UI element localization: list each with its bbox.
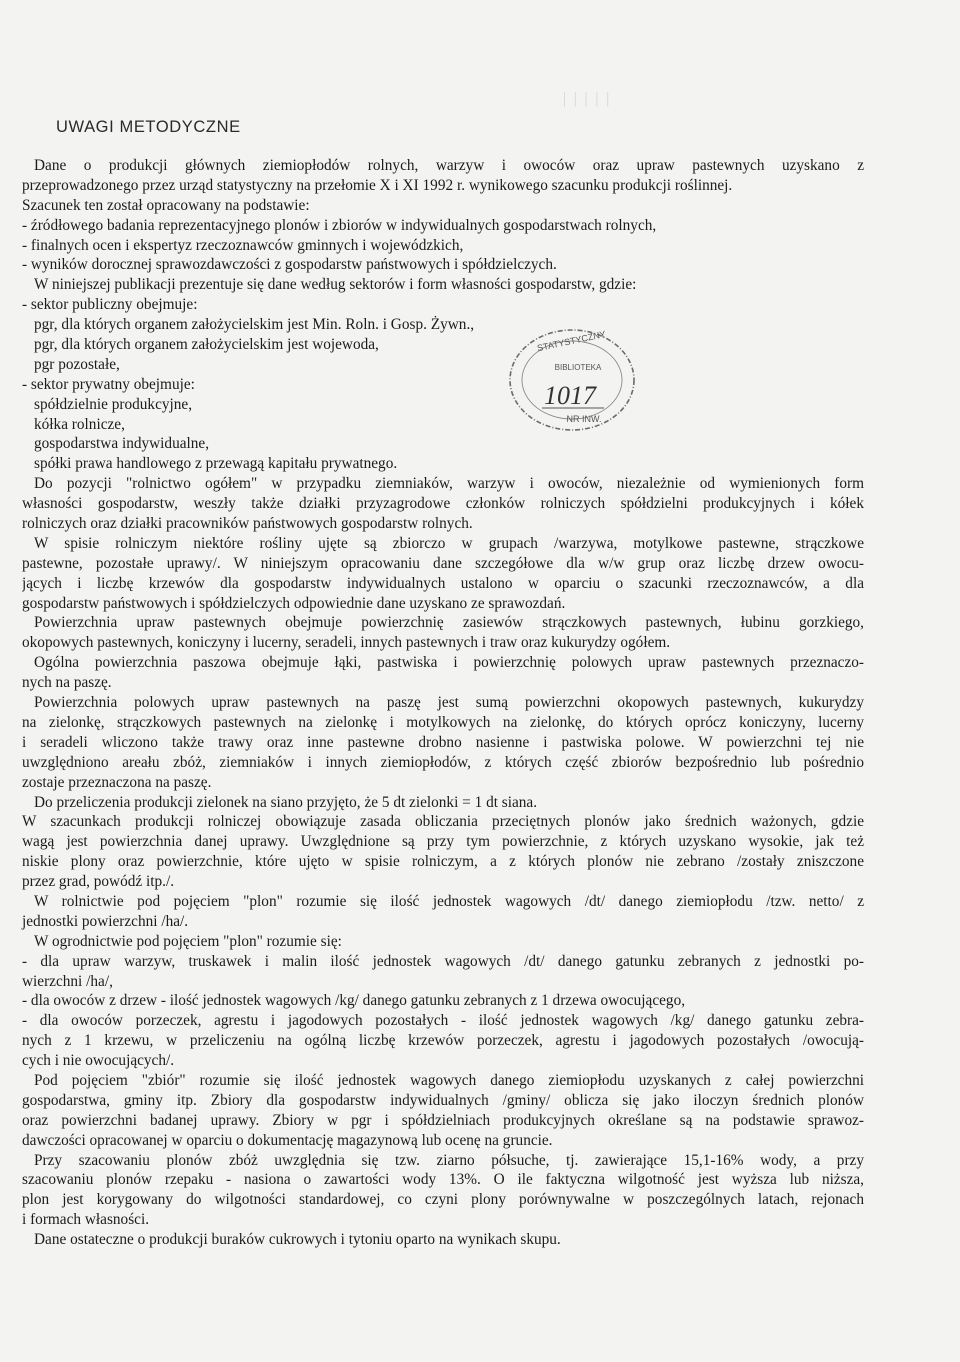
- text-line: Do przeliczenia produkcji zielonek na siano przyjęto, że 5 dt zielonki = 1 dt siana.: [34, 793, 538, 811]
- text-line: plon jest korygowany do wilgotności standardowej, co czyni plony porównywalne w poszczególnych latach, rejonach: [22, 1191, 864, 1209]
- text-line: - finalnych ocen i ekspertyz rzeczoznawców gminnych i wojewódzkich,: [22, 236, 464, 254]
- text-line: kółka rolnicze,: [34, 415, 125, 433]
- text-line: W rolnictwie pod pojęciem "plon" rozumie się ilość jednostek wagowych /dt/ danego ziemiopłodu /tzw. netto/ z: [34, 892, 864, 910]
- text-line: - sektor prywatny obejmuje:: [22, 375, 195, 393]
- library-stamp: [492, 318, 642, 448]
- text-line: i formach własności.: [22, 1211, 150, 1229]
- text-line: rolniczych oraz działki pracowników państwowych gospodarstw rolnych.: [22, 515, 473, 533]
- text-line: gospodarstwa indywidualne,: [34, 435, 210, 453]
- text-line: na zielonkę, strączkowych pastewnych na zielonkę i motylkowych na zielonkę, do których oprócz koniczyny, lucerny: [22, 713, 864, 731]
- text-line: Dane o produkcji głównych ziemiopłodów rolnych, warzyw i owoców oraz upraw pastewnych uzyskano z: [34, 157, 864, 174]
- text-line: Do pozycji "rolnictwo ogółem" w przypadku ziemniaków, warzyw i owoców, niezależnie od wymienionych form: [34, 475, 864, 493]
- page-title: UWAGI METODYCZNE: [56, 118, 241, 136]
- text-line: wagą jest powierzchnia danej uprawy. Uwzględnione są przy tym powierzchnie, z których uzyskano wysokie, jak też: [22, 833, 864, 851]
- text-line: okopowych pastewnych, koniczyny i lucerny, seradeli, innych pastewnych i traw oraz kukurydzy ogółem.: [22, 634, 671, 652]
- bleed-through-decoration: │ │ │ │ │: [560, 92, 611, 106]
- stamp-bottom-text: NR INW.: [566, 414, 602, 424]
- text-line: przeprowadzonego przez urząd statystyczny na przełomie X i XI 1992 r. wynikowego szacunku produkcji roślinnej.: [22, 176, 733, 194]
- text-line: wierzchni /ha/,: [22, 972, 113, 990]
- text-line: - sektor publiczny obejmuje:: [22, 296, 198, 314]
- text-line: W szacunkach produkcji rolniczej obowiązuje zasada obliczania przeciętnych plonów jako średnich ważonych, gdzie: [22, 813, 864, 831]
- text-line: W niniejszej publikacji prezentuje się dane według sektorów i form własności gospodarstw, gdzie:: [34, 276, 637, 294]
- methodology-text: [22, 156, 864, 1250]
- text-line: Powierzchnia polowych upraw pastewnych na paszę jest sumą powierzchni okopowych pastewnych, kukurydzy: [34, 694, 864, 712]
- text-line: Powierzchnia upraw pastewnych obejmuje powierzchnię zasiewów strączkowych pastewnych, łubinu gorzkiego,: [34, 614, 864, 632]
- text-line: Pod pojęciem "zbiór" rozumie się ilość jednostek wagowych danego ziemiopłodu uzyskanych z całej powierzchni: [34, 1071, 864, 1089]
- text-line: cych i nie owocujących/.: [22, 1052, 175, 1070]
- text-line: jących i liczbę krzewów dla gospodarstw indywidualnych ustalono w oparciu o szacunki rzeczoznawców, a dla: [22, 574, 864, 592]
- text-line: - dla owoców porzeczek, agrestu i jagodowych pozostałych - ilość jednostek wagowych /kg/ danego gatunku zebra-: [22, 1012, 864, 1030]
- stamp-number: 1017: [544, 381, 596, 410]
- text-line: gospodarstwa, gminy itp. Zbiory dla gospodarstw indywidualnych /gminy/ oblicza się jako iloczyn średnich plonów: [22, 1091, 864, 1109]
- text-line: - źródłowego badania reprezentacyjnego plonów i zbiorów w indywidualnych gospodarstwach rolnych,: [22, 216, 657, 234]
- text-line: gospodarstw państwowych i spółdzielczych odpowiednie dane uzyskano ze sprawozdań.: [22, 594, 566, 612]
- text-line: własności gospodarstw, weszły także działki przyzagrodowe członków rolniczych spółdzielni produkcyjnych i kółek: [22, 495, 864, 513]
- stamp-middle-text: BIBLIOTEKA: [554, 363, 602, 372]
- text-line: - dla owoców z drzew - ilość jednostek wagowych /kg/ danego gatunku zebranych z 1 drzewa owocującego,: [22, 992, 686, 1010]
- text-line: pgr, dla których organem założycielskim jest wojewoda,: [34, 336, 379, 354]
- text-line: jednostki powierzchni /ha/.: [22, 912, 189, 930]
- text-line: pgr pozostałe,: [34, 355, 120, 373]
- text-line: nych na paszę.: [22, 674, 112, 692]
- text-line: - wyników dorocznej sprawozdawczości z gospodarstw państwowych i spółdzielczych.: [22, 256, 557, 274]
- text-line: uwzględniono areału zbóż, ziemniaków i innych ziemiopłodów, z których część zbiorów bezpośrednio lub pośrednio: [22, 753, 864, 771]
- text-line: oraz powierzchni badanej uprawy. Zbiory w pgr i spółdzielniach produkcyjnych określane są na podstawie sprawoz-: [22, 1111, 864, 1129]
- text-line: Ogólna powierzchnia paszowa obejmuje łąki, pastwiska i powierzchnię polowych upraw pastewnych przeznaczo-: [34, 654, 864, 672]
- text-line: W ogrodnictwie pod pojęciem "plon" rozumie się:: [34, 932, 342, 950]
- text-line: i seradeli wliczono także trawy oraz inne pastewne drobno nasienne i pastwiska polowe. W powierzchni tej nie: [22, 733, 864, 751]
- text-line: pastewne, pozostałe uprawy/. W niniejszym opracowaniu dane szczegółowe dla w/w grup oraz liczbę drzew owocu-: [22, 554, 864, 572]
- text-line: dawczości opracowanej w oparciu o dokumentację magazynową lub ocenę na gruncie.: [22, 1131, 553, 1149]
- text-line: W spisie rolniczym niektóre rośliny ujęte są zbiorczo w grupach /warzywa, motylkowe pastewne, strączkowe: [34, 534, 864, 552]
- text-line: Szacunek ten został opracowany na podstawie:: [22, 196, 310, 214]
- text-line: nych z 1 krzewu, w przeliczeniu na ogólną liczbę krzewów porzeczek, agrestu i jagodowych pozostałych /owocują-: [22, 1032, 864, 1050]
- text-line: - dla upraw warzyw, truskawek i malin ilość jednostek wagowych /dt/ danego gatunku zebranych z jednostki po-: [22, 952, 864, 970]
- text-line: przez grad, powódź itp./.: [22, 873, 175, 891]
- text-line: niskie plony oraz powierzchnie, które ujęto w spisie rolniczym, a z których plonów nie zebrano /zostały zniszczone: [22, 853, 864, 871]
- stamp-top-text: STATYSTYCZNY: [536, 328, 607, 354]
- text-line: szacowaniu plonów rzepaku - nasiona o zawartości wody 13%. O ile faktyczna wilgotność jest wyższa lub niższa,: [22, 1171, 864, 1189]
- text-line: zostaje przeznaczona na paszę.: [22, 773, 212, 791]
- text-line: pgr, dla których organem założycielskim jest Min. Roln. i Gosp. Żywn.,: [34, 316, 475, 334]
- text-line: spółdzielnie produkcyjne,: [34, 395, 193, 413]
- text-line: Przy szacowaniu plonów zbóż uwzględnia się tzw. ziarno półsuche, tj. zawierające 15,1-16% wody, a przy: [34, 1151, 864, 1169]
- text-line: spółki prawa handlowego z przewagą kapitału prywatnego.: [34, 455, 398, 473]
- text-line: Dane ostateczne o produkcji buraków cukrowych i tytoniu oparto na wynikach skupu.: [34, 1231, 561, 1249]
